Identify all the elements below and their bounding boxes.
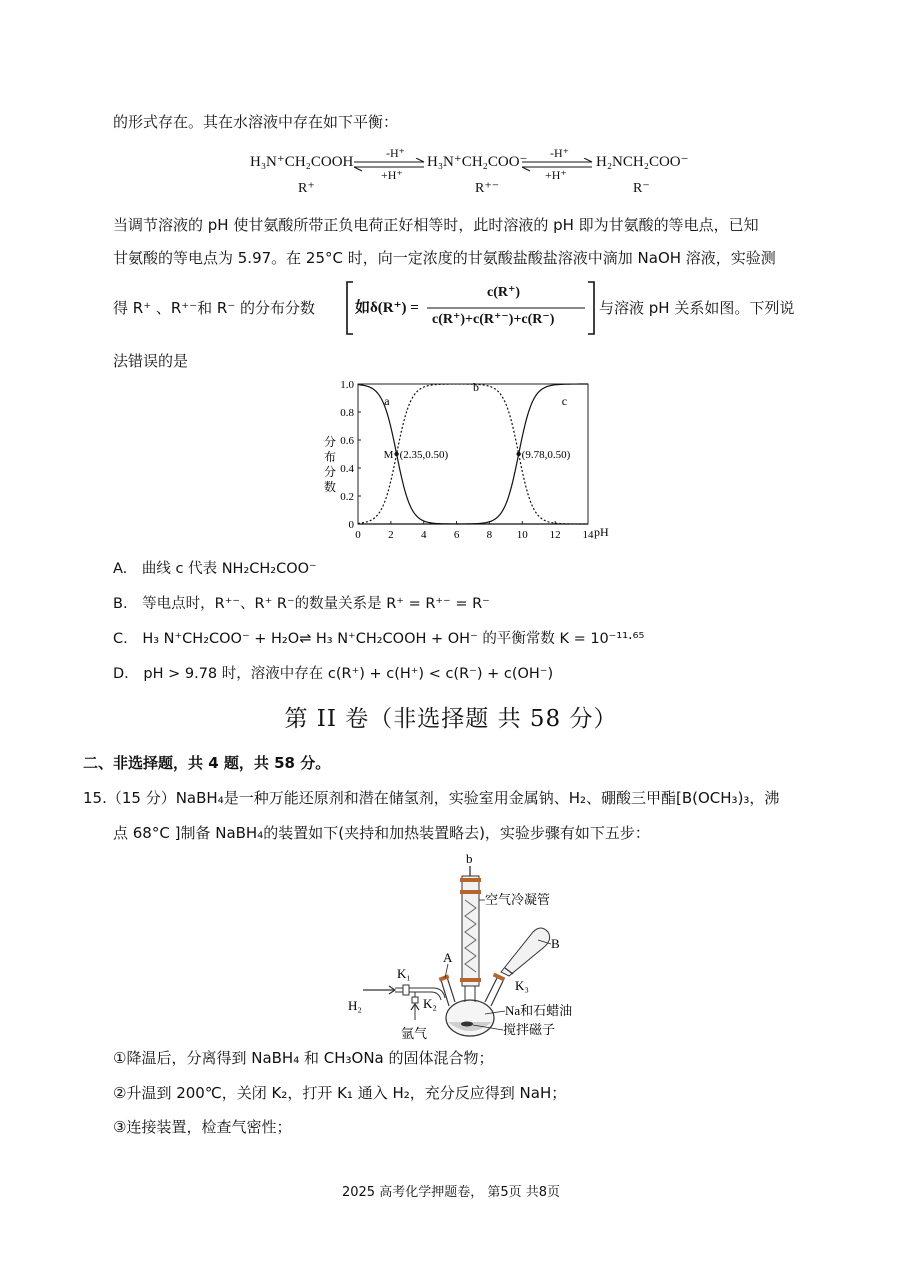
option-a [113, 557, 317, 578]
option-a-letter: A. [113, 561, 128, 577]
label-K2: K₂ [423, 996, 437, 1011]
step-1-num: ① [113, 1049, 127, 1067]
q15-line-2: 点 68°C ]制备 NaBH₄的装置如下(夹持和加热装置略去)，实验步骤有如下五步： [113, 824, 650, 842]
curve-label-a: a [384, 394, 390, 408]
page-footer: 2025 高考化学押题卷， 第5页 共8页 [341, 1185, 561, 1200]
x-tick-label: 2 [388, 529, 394, 541]
species-1: H₃N⁺CH₂COOH [250, 154, 354, 170]
label-K1: K₁ [397, 966, 411, 981]
species-3-label: R⁻ [633, 181, 650, 196]
option-b-letter: B. [113, 596, 128, 612]
label-argon: 氩气 [401, 1026, 428, 1040]
y-tick-label: 0.8 [340, 407, 354, 419]
option-a-text: 曲线 c 代表 NH₂CH₂COO⁻ [141, 561, 317, 577]
step-1 [113, 1047, 494, 1068]
option-b [113, 592, 490, 613]
para-4: 法错误的是 [113, 352, 189, 370]
step-1-text: 降温后，分离得到 NaBH₄ 和 CH₃ONa 的固体混合物； [126, 1049, 494, 1067]
label-condenser: 空气冷凝管 [485, 892, 551, 907]
step-3 [113, 1116, 291, 1137]
arrow-1-top: -H⁺ [386, 146, 405, 160]
species-2-label: R⁺⁻ [475, 181, 500, 196]
step-2-num: ② [113, 1084, 127, 1102]
option-d-text: pH > 9.78 时，溶液中存在 c(R⁺) + c(H⁺) < c(R⁻) + c(OH⁻) [143, 666, 554, 682]
x-tick-label: 12 [549, 529, 561, 541]
label-H2: H₂ [348, 998, 362, 1013]
option-c-text: H₃ N⁺CH₂COO⁻ + H₂O⇌ H₃ N⁺CH₂COOH + OH⁻ 的平衡常数 K = 10⁻¹¹·⁶⁵ [142, 631, 645, 647]
point-coordinate: (9.78,0.50) [521, 449, 571, 461]
dropping-funnel [501, 928, 550, 976]
part2-heading: 二、非选择题，共 4 题，共 58 分。 [83, 754, 331, 772]
distribution-chart [310, 372, 630, 547]
species-1-label: R⁺ [298, 181, 315, 196]
curve-label-b: b [473, 380, 479, 394]
y-axis-label-4: 数 [324, 480, 337, 494]
step-2-text: 升温到 200℃，关闭 K₂，打开 K₁ 通入 H₂，充分反应得到 NaH； [126, 1084, 567, 1102]
para-2: 甘氨酸的等电点为 5.97。在 25°C 时，向一定浓度的甘氨酸盐酸盐溶液中滴加 NaOH 溶液，实验测 [113, 249, 776, 267]
option-d [113, 662, 553, 683]
q15-line-1: 15.（15 分）NaBH₄是一种万能还原剂和潜在储氢剂，实验室用金属钠、H₂、硼酸三甲酯[B(OCH₃)₃，沸 [83, 789, 780, 807]
para-1: 当调节溶液的 pH 使甘氨酸所带正负电荷正好相等时，此时溶液的 pH 即为甘氨酸的等电点，已知 [113, 216, 759, 234]
y-axis-label-2: 布 [324, 450, 337, 464]
arrow-1-bottom: +H⁺ [381, 168, 403, 182]
section-title: 第 II 卷（非选择题 共 58 分） [284, 706, 618, 732]
y-tick-label: 0.4 [340, 463, 354, 475]
step-2 [113, 1082, 566, 1103]
y-axis-label-3: 分 [324, 465, 337, 479]
intro-line: 的形式存在。其在水溶液中存在如下平衡： [113, 113, 399, 131]
formula-denominator: c(R⁺)+c(R⁺⁻)+c(R⁻) [432, 312, 555, 327]
formula-lhs: 如δ(R⁺) = [355, 300, 419, 316]
stir-bar [461, 1022, 473, 1027]
equilibrium-arrow-1 [352, 158, 427, 172]
x-tick-label: 10 [516, 529, 528, 541]
option-c-letter: C. [113, 631, 128, 647]
y-tick-label: 0 [348, 519, 354, 531]
intersection-point [516, 452, 520, 456]
valve-k2 [412, 997, 418, 1003]
arrow-2-top: -H⁺ [550, 146, 569, 160]
label-na-paraffin: Na和石蜡油 [505, 1003, 573, 1018]
x-tick-label: 4 [420, 529, 427, 541]
step-3-num: ③ [113, 1118, 127, 1136]
equilibrium-arrow-2 [520, 158, 595, 172]
x-tick-label: 6 [453, 529, 460, 541]
arrow-2-bottom: +H⁺ [545, 168, 567, 182]
species-3: H₂NCH₂COO⁻ [596, 154, 689, 170]
x-tick-label: 0 [355, 529, 361, 541]
curve-label-c: c [561, 394, 568, 408]
y-axis-label-1: 分 [324, 435, 337, 449]
species-2: H₃N⁺CH₂COO⁻ [427, 154, 528, 170]
option-d-letter: D. [113, 666, 129, 682]
x-tick-label: 8 [486, 529, 493, 541]
y-tick-label: 0.6 [340, 435, 354, 447]
intersection-point [394, 452, 398, 456]
label-B: B [551, 936, 560, 951]
valve-k1 [403, 985, 409, 995]
formula-numerator: c(R⁺) [487, 285, 521, 300]
label-stir-bar: 搅拌磁子 [503, 1022, 556, 1037]
apparatus-diagram [345, 850, 595, 1040]
x-axis-label: pH [594, 525, 609, 539]
para-3-suffix: 与溶液 pH 关系如图。下列说 [599, 299, 795, 317]
para-3-prefix: 得 R⁺ 、R⁺⁻和 R⁻ 的分布分数 [113, 299, 316, 317]
option-c [113, 627, 644, 648]
label-K3: K₃ [515, 978, 529, 993]
y-tick-label: 0.2 [340, 491, 354, 503]
option-b-text: 等电点时，R⁺⁻、R⁺ R⁻的数量关系是 R⁺ = R⁺⁻ = R⁻ [142, 596, 490, 612]
label-A: A [443, 950, 453, 965]
label-b: b [466, 851, 473, 866]
step-3-text: 连接装置，检查气密性； [126, 1118, 292, 1136]
point-label: M [383, 449, 394, 461]
y-tick-label: 1.0 [340, 379, 354, 391]
point-coordinate: (2.35,0.50) [399, 449, 449, 461]
x-tick-label: 14 [582, 529, 594, 541]
